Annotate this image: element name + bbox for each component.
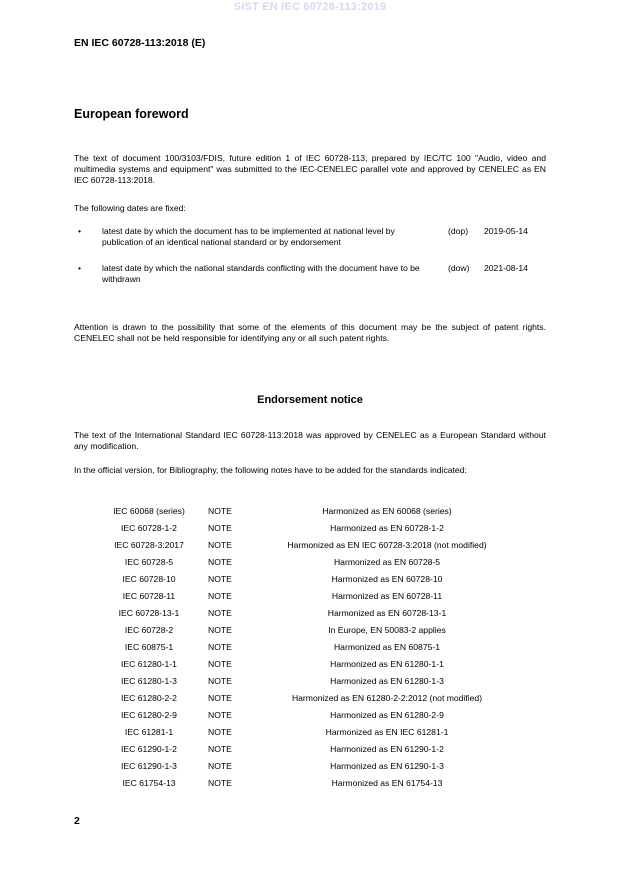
table-row [74, 741, 546, 758]
table-row [74, 673, 546, 690]
note-label: NOTE [208, 761, 232, 771]
bullet: • [78, 226, 82, 236]
standard-reference: IEC 60728-2 [124, 625, 174, 635]
harmonization-text: Harmonized as EN 61290-1-2 [330, 744, 444, 754]
standard-reference: IEC 60875-1 [124, 642, 174, 652]
table-row [74, 571, 546, 588]
table-row [74, 554, 546, 571]
date-item-dow [74, 263, 546, 291]
bullet: • [78, 263, 82, 273]
standard-reference: IEC 61290-1-3 [121, 761, 177, 771]
table-row [74, 639, 546, 656]
note-label: NOTE [208, 778, 232, 788]
harmonization-text: Harmonized as EN 60068 (series) [322, 506, 452, 516]
date-abbreviation: (dop) [448, 226, 469, 236]
harmonization-text: Harmonized as EN 61280-2-2:2012 (not modified) [291, 693, 483, 703]
date-value: 2019-05-14 [484, 226, 528, 236]
table-row [74, 724, 546, 741]
note-label: NOTE [208, 540, 232, 550]
foreword-paragraph: The text of document 100/3103/FDIS, future edition 1 of IEC 60728-113, prepared by IEC/TC 100 "Audio, video and multimedia systems and equipment" was submitted to the IEC-CENELEC parallel vote and approved by CENELEC as EN IEC 60728-113:2018. [74, 153, 546, 185]
document-id-header: EN IEC 60728-113:2018 (E) [74, 37, 206, 49]
harmonization-text: Harmonized as EN 61280-1-3 [330, 676, 444, 686]
table-row [74, 775, 546, 792]
note-label: NOTE [208, 642, 232, 652]
date-item-dop [74, 226, 546, 254]
table-row [74, 656, 546, 673]
note-label: NOTE [208, 523, 232, 533]
table-row [74, 707, 546, 724]
page-number: 2 [74, 815, 80, 827]
table-row [74, 605, 546, 622]
note-label: NOTE [208, 608, 232, 618]
foreword-heading: European foreword [74, 107, 189, 121]
harmonization-text: Harmonized as EN 60875-1 [333, 642, 441, 652]
standard-reference: IEC 61280-1-3 [121, 676, 177, 686]
standard-reference: IEC 61280-2-9 [121, 710, 177, 720]
harmonization-text: Harmonized as EN 61290-1-3 [330, 761, 444, 771]
harmonization-text: Harmonized as EN 60728-10 [331, 574, 443, 584]
date-value: 2021-08-14 [484, 263, 528, 273]
harmonization-text: Harmonized as EN 61754-13 [331, 778, 443, 788]
standard-reference: IEC 60728-11 [122, 591, 176, 601]
standard-reference: IEC 60728-1-2 [121, 523, 177, 533]
table-row [74, 690, 546, 707]
standard-reference: IEC 60728-13-1 [118, 608, 180, 618]
table-row [74, 758, 546, 775]
harmonization-text: Harmonized as EN 60728-5 [333, 557, 441, 567]
harmonization-text: In Europe, EN 50083-2 applies [328, 625, 446, 635]
note-label: NOTE [208, 506, 232, 516]
note-label: NOTE [208, 557, 232, 567]
standard-reference: IEC 60728-5 [124, 557, 174, 567]
note-label: NOTE [208, 574, 232, 584]
harmonization-text: Harmonized as EN 61280-1-1 [330, 659, 444, 669]
table-row [74, 588, 546, 605]
patent-attention-paragraph: Attention is drawn to the possibility that some of the elements of this document may be the subject of patent rights. CENELEC shall not be held responsible for identifying any or all such patent rights. [74, 322, 546, 343]
date-abbreviation: (dow) [448, 263, 470, 273]
harmonization-text: Harmonized as EN IEC 60728-3:2018 (not modified) [287, 540, 487, 550]
bibliography-intro: In the official version, for Bibliography, the following notes have to be added for the standards indicated: [74, 465, 467, 475]
standard-reference: IEC 60728-10 [122, 574, 176, 584]
harmonization-text: Harmonized as EN IEC 61281-1 [325, 727, 449, 737]
date-description: latest date by which the document has to be implemented at national level by publication of an identical national standard or by endorsement [102, 226, 395, 247]
standard-reference: IEC 61290-1-2 [121, 744, 177, 754]
table-row [74, 537, 546, 554]
bibliography-notes-table [74, 503, 546, 792]
dates-intro: The following dates are fixed: [74, 203, 186, 213]
harmonization-text: Harmonized as EN 60728-1-2 [330, 523, 444, 533]
standard-reference: IEC 61280-2-2 [121, 693, 177, 703]
harmonization-text: Harmonized as EN 60728-13-1 [327, 608, 447, 618]
note-label: NOTE [208, 659, 232, 669]
note-label: NOTE [208, 625, 232, 635]
standard-reference: IEC 60728-3:2017 [114, 540, 184, 550]
harmonization-text: Harmonized as EN 60728-11 [331, 591, 443, 601]
table-row [74, 622, 546, 639]
table-row [74, 520, 546, 537]
note-label: NOTE [208, 744, 232, 754]
date-description: latest date by which the national standards conflicting with the document have to be withdrawn [102, 263, 420, 284]
note-label: NOTE [208, 693, 232, 703]
note-label: NOTE [208, 676, 232, 686]
note-label: NOTE [208, 710, 232, 720]
standard-reference: IEC 61754-13 [122, 778, 176, 788]
table-row [74, 503, 546, 520]
standard-reference: IEC 60068 (series) [113, 506, 185, 516]
note-label: NOTE [208, 727, 232, 737]
standard-reference: IEC 61281-1 [124, 727, 174, 737]
endorsement-heading: Endorsement notice [257, 394, 363, 406]
standard-reference: IEC 61280-1-1 [121, 659, 177, 669]
endorsement-paragraph: The text of the International Standard IEC 60728-113:2018 was approved by CENELEC as a European Standard without any modification. [74, 430, 546, 451]
harmonization-text: Harmonized as EN 61280-2-9 [330, 710, 444, 720]
note-label: NOTE [208, 591, 232, 601]
watermark: SIST EN IEC 60728-113:2019 [233, 1, 387, 13]
